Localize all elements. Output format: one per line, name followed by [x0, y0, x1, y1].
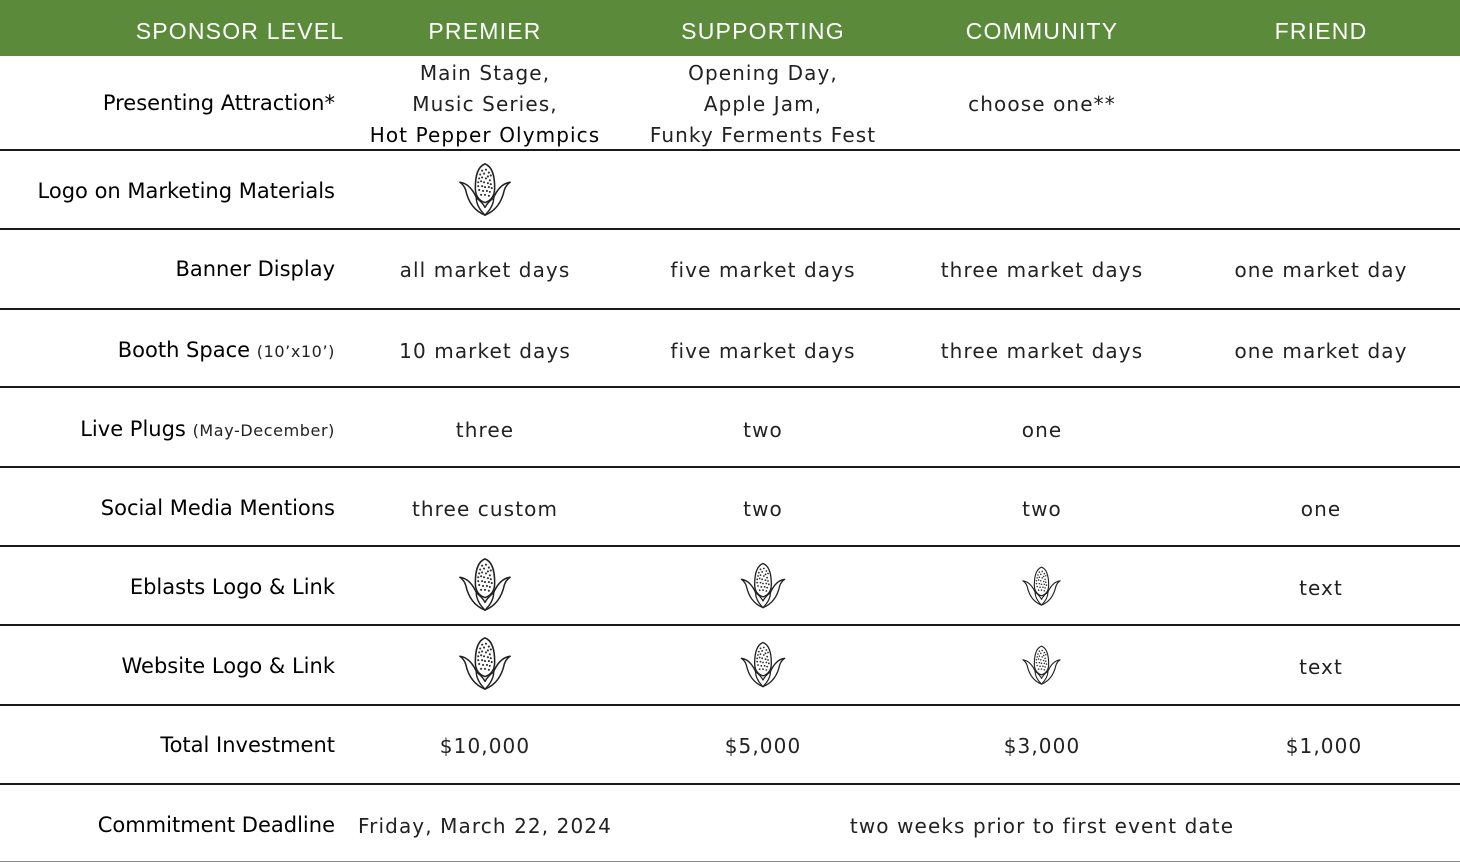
booth-label-sub: (10’x10’): [256, 342, 335, 361]
header-community: COMMUNITY: [965, 18, 1119, 44]
live-plugs-label-main: Live Plugs: [80, 417, 186, 441]
banner-premier: all market days: [399, 258, 571, 282]
row-label-eblasts: Eblasts Logo & Link: [129, 575, 335, 599]
row-divider: [0, 704, 1460, 706]
corn-icon: [456, 556, 514, 614]
eblasts-friend: text: [1299, 576, 1343, 600]
investment-friend: $1,000: [1285, 734, 1363, 758]
banner-community: three market days: [940, 258, 1144, 282]
row-label-logo-marketing: Logo on Marketing Materials: [37, 179, 335, 203]
presenting-premier-line-3: Hot Pepper Olympics: [369, 123, 601, 147]
row-label-website: Website Logo & Link: [121, 654, 335, 678]
header-supporting: SUPPORTING: [681, 18, 845, 44]
presenting-premier: [355, 58, 615, 151]
presenting-premier-line-1: Main Stage,: [419, 61, 551, 85]
row-label-booth: [0, 338, 335, 362]
corn-icon: [456, 161, 514, 219]
row-label-deadline: Commitment Deadline: [97, 813, 335, 837]
row-divider: [0, 149, 1460, 151]
row-divider: [0, 624, 1460, 626]
corn-icon: [456, 635, 514, 693]
row-label-live-plugs: [0, 417, 335, 441]
row-label-presenting: Presenting Attraction*: [102, 91, 335, 115]
live-plugs-community: one: [1021, 418, 1063, 442]
investment-community: $3,000: [1003, 734, 1081, 758]
header-premier: PREMIER: [428, 18, 542, 44]
row-label-social: Social Media Mentions: [100, 496, 335, 520]
banner-supporting: five market days: [670, 258, 856, 282]
row-divider: [0, 386, 1460, 388]
social-premier: three custom: [411, 497, 559, 521]
table-header: [0, 0, 1460, 56]
presenting-supporting-line-1: Opening Day,: [688, 61, 838, 85]
presenting-community: choose one**: [968, 92, 1116, 116]
header-friend: FRIEND: [1274, 18, 1368, 44]
row-divider: [0, 783, 1460, 785]
deadline-premier: Friday, March 22, 2024: [358, 814, 612, 838]
row-divider: [0, 228, 1460, 230]
row-divider: [0, 308, 1460, 310]
presenting-premier-line-2: Music Series,: [412, 92, 558, 116]
row-divider: [0, 545, 1460, 547]
presenting-supporting-line-2: Apple Jam,: [703, 92, 823, 116]
investment-premier: $10,000: [439, 734, 531, 758]
website-friend: text: [1299, 655, 1343, 679]
corn-icon: [1020, 565, 1063, 608]
table-bottom-border: [0, 861, 1460, 862]
presenting-supporting-line-3: Funky Ferments Fest: [649, 123, 877, 147]
live-plugs-supporting: two: [743, 418, 783, 442]
booth-premier: 10 market days: [399, 339, 571, 363]
presenting-supporting: [633, 58, 893, 151]
social-community: two: [1022, 497, 1062, 521]
corn-icon: [738, 561, 788, 611]
live-plugs-label-sub: (May-December): [192, 421, 335, 440]
social-friend: one: [1300, 497, 1342, 521]
booth-friend: one market day: [1234, 339, 1408, 363]
booth-community: three market days: [940, 339, 1144, 363]
corn-icon: [738, 640, 788, 690]
investment-supporting: $5,000: [724, 734, 802, 758]
social-supporting: two: [743, 497, 783, 521]
banner-friend: one market day: [1234, 258, 1408, 282]
row-label-investment: Total Investment: [160, 733, 335, 757]
corn-icon: [1020, 644, 1063, 687]
row-divider: [0, 466, 1460, 468]
deadline-others: two weeks prior to first event date: [849, 814, 1235, 838]
booth-supporting: five market days: [670, 339, 856, 363]
booth-label-main: Booth Space: [117, 338, 251, 362]
row-label-banner: Banner Display: [175, 257, 335, 281]
live-plugs-premier: three: [455, 418, 515, 442]
header-sponsor-level: SPONSOR LEVEL: [135, 18, 345, 44]
